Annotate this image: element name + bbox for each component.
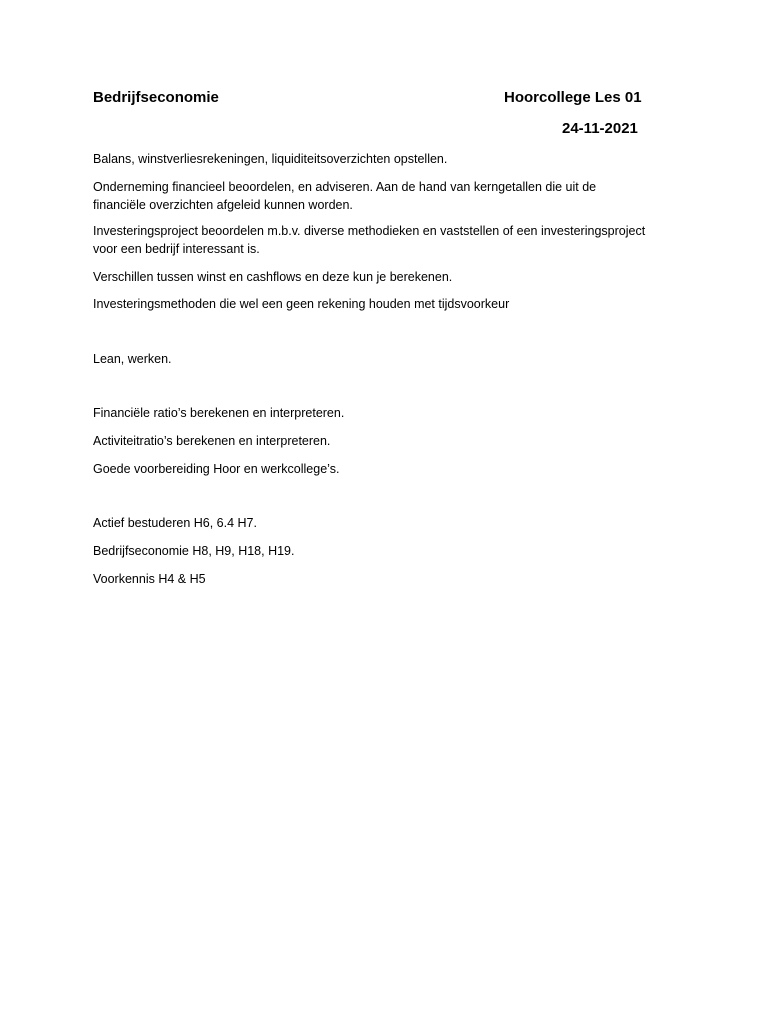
paragraph-line: Goede voorbereiding Hoor en werkcollege’s. (93, 462, 340, 476)
paragraph-line: voor een bedrijf interessant is. (93, 242, 260, 256)
paragraph (93, 432, 693, 450)
paragraph (93, 542, 693, 560)
paragraph-line: Activiteitratio’s berekenen en interpreteren. (93, 434, 331, 448)
paragraph-line: Investeringsmethoden die wel een geen rekening houden met tijdsvoorkeur (93, 297, 510, 311)
paragraph-line: Verschillen tussen winst en cashflows en deze kun je berekenen. (93, 270, 453, 284)
paragraph-line: Actief bestuderen H6, 6.4 H7. (93, 516, 257, 530)
document-subject: Bedrijfseconomie (93, 89, 219, 106)
paragraph-line: Bedrijfseconomie H8, H9, H18, H19. (93, 544, 295, 558)
paragraph-line: Financiële ratio’s berekenen en interpreteren. (93, 406, 345, 420)
paragraph (93, 295, 693, 313)
paragraph (93, 178, 693, 214)
paragraph (93, 150, 693, 168)
paragraph-line: financiële overzichten afgeleid kunnen worden. (93, 198, 353, 212)
paragraph (93, 570, 693, 588)
paragraph (93, 350, 693, 368)
paragraph-line: Voorkennis H4 & H5 (93, 572, 206, 586)
paragraph-line: Onderneming financieel beoordelen, en adviseren. Aan de hand van kerngetallen die uit de (93, 180, 597, 194)
paragraph-line: Lean, werken. (93, 352, 172, 366)
paragraph-line: Investeringsproject beoordelen m.b.v. diverse methodieken en vaststellen of een investeringsproject (93, 224, 646, 238)
paragraph (93, 268, 693, 286)
paragraph-line: Balans, winstverliesrekeningen, liquiditeitsoverzichten opstellen. (93, 152, 448, 166)
lecture-title: Hoorcollege Les 01 (504, 89, 642, 106)
paragraph (93, 460, 693, 478)
lecture-date: 24-11-2021 (562, 120, 638, 137)
paragraph (93, 222, 693, 258)
paragraph (93, 404, 693, 422)
paragraph (93, 514, 693, 532)
